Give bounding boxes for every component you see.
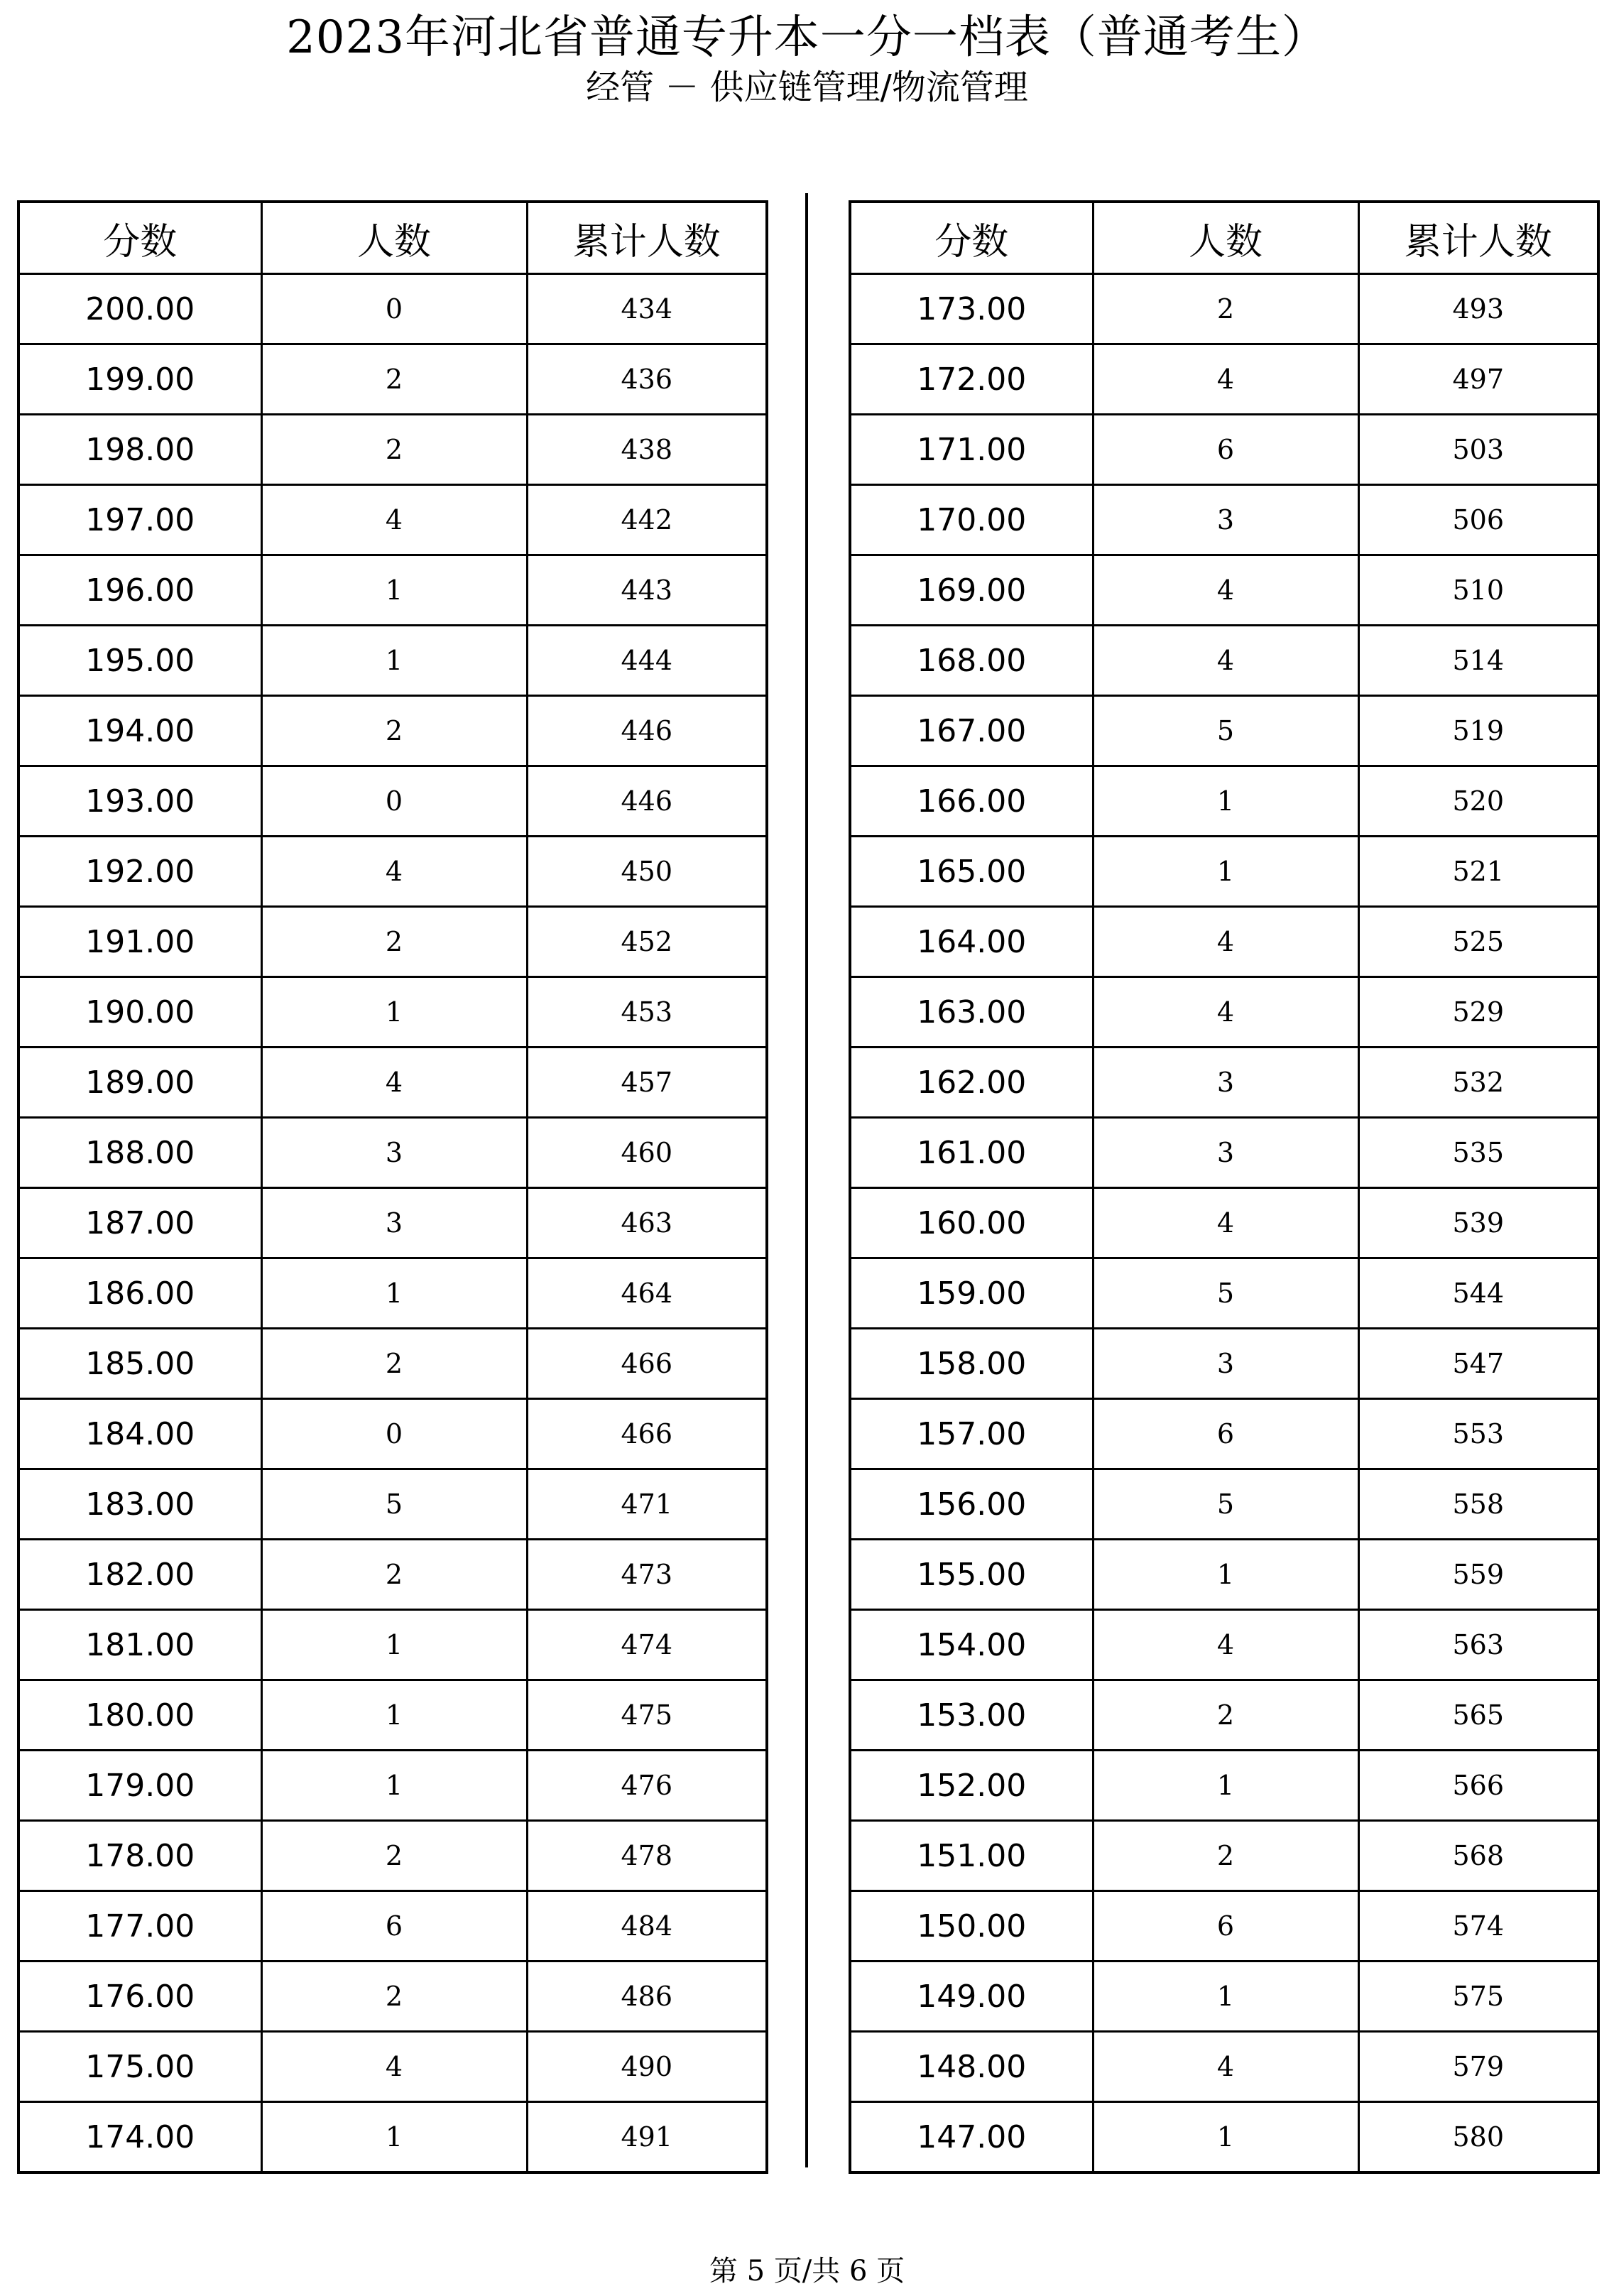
- score-cell: 166.00: [850, 766, 1093, 837]
- header-score: 分数: [18, 202, 261, 274]
- cumulative-cell: 476: [527, 1751, 767, 1821]
- table-row: [850, 1188, 1598, 1258]
- count-cell: 0: [261, 1399, 527, 1469]
- count-cell: 1: [1093, 1962, 1358, 2032]
- count-cell: 3: [261, 1118, 527, 1188]
- count-cell: 2: [261, 696, 527, 766]
- table-row: [850, 1962, 1598, 2032]
- table-row: [18, 1258, 767, 1329]
- table-row: [18, 1118, 767, 1188]
- cumulative-cell: 539: [1358, 1188, 1598, 1258]
- column-divider: [805, 193, 808, 2167]
- score-cell: 158.00: [850, 1329, 1093, 1399]
- score-cell: 151.00: [850, 1821, 1093, 1891]
- cumulative-cell: 484: [527, 1891, 767, 1962]
- cumulative-cell: 503: [1358, 415, 1598, 485]
- score-cell: 184.00: [18, 1399, 261, 1469]
- count-cell: 0: [261, 766, 527, 837]
- count-cell: 6: [1093, 415, 1358, 485]
- table-row: [850, 485, 1598, 555]
- count-cell: 4: [261, 2032, 527, 2102]
- count-cell: 4: [261, 1048, 527, 1118]
- score-cell: 174.00: [18, 2102, 261, 2173]
- count-cell: 3: [1093, 1329, 1358, 1399]
- score-cell: 147.00: [850, 2102, 1093, 2173]
- table-row: [850, 1891, 1598, 1962]
- table-row: [18, 2102, 767, 2173]
- table-row: [18, 1329, 767, 1399]
- cumulative-cell: 506: [1358, 485, 1598, 555]
- table-header-left: [18, 202, 767, 274]
- table-row: [18, 1891, 767, 1962]
- score-cell: 194.00: [18, 696, 261, 766]
- count-cell: 2: [261, 415, 527, 485]
- cumulative-cell: 565: [1358, 1680, 1598, 1751]
- table-row: [18, 555, 767, 626]
- header-count: 人数: [1093, 202, 1358, 274]
- table-row: [18, 837, 767, 907]
- table-row: [850, 1118, 1598, 1188]
- score-table-right: [849, 200, 1600, 2174]
- table-row: [18, 2032, 767, 2102]
- table-row: [850, 1469, 1598, 1540]
- table-header-right: [850, 202, 1598, 274]
- count-cell: 4: [1093, 1188, 1358, 1258]
- count-cell: 6: [1093, 1891, 1358, 1962]
- table-row: [18, 1821, 767, 1891]
- table-row: [18, 274, 767, 344]
- cumulative-cell: 553: [1358, 1399, 1598, 1469]
- table-row: [850, 2032, 1598, 2102]
- cumulative-cell: 444: [527, 626, 767, 696]
- cumulative-cell: 568: [1358, 1821, 1598, 1891]
- score-cell: 168.00: [850, 626, 1093, 696]
- table-row: [850, 344, 1598, 415]
- score-cell: 162.00: [850, 1048, 1093, 1118]
- count-cell: 1: [261, 1610, 527, 1680]
- table-row: [850, 555, 1598, 626]
- cumulative-cell: 452: [527, 907, 767, 977]
- score-cell: 175.00: [18, 2032, 261, 2102]
- cumulative-cell: 473: [527, 1540, 767, 1610]
- count-cell: 4: [1093, 907, 1358, 977]
- count-cell: 0: [261, 274, 527, 344]
- count-cell: 1: [1093, 766, 1358, 837]
- score-cell: 182.00: [18, 1540, 261, 1610]
- count-cell: 1: [261, 2102, 527, 2173]
- cumulative-cell: 450: [527, 837, 767, 907]
- cumulative-cell: 436: [527, 344, 767, 415]
- cumulative-cell: 493: [1358, 274, 1598, 344]
- table-row: [18, 977, 767, 1048]
- table-row: [850, 1329, 1598, 1399]
- header-cumulative: 累计人数: [1358, 202, 1598, 274]
- count-cell: 2: [261, 1821, 527, 1891]
- count-cell: 1: [1093, 837, 1358, 907]
- table-row: [18, 344, 767, 415]
- score-cell: 179.00: [18, 1751, 261, 1821]
- table-body-left: [18, 274, 767, 2173]
- count-cell: 2: [261, 1962, 527, 2032]
- table-row: [18, 1610, 767, 1680]
- count-cell: 5: [1093, 1469, 1358, 1540]
- cumulative-cell: 486: [527, 1962, 767, 2032]
- count-cell: 1: [1093, 2102, 1358, 2173]
- score-cell: 196.00: [18, 555, 261, 626]
- score-cell: 161.00: [850, 1118, 1093, 1188]
- count-cell: 2: [261, 1329, 527, 1399]
- page-number: 第 5 页/共 6 页: [709, 2255, 905, 2287]
- table-row: [850, 766, 1598, 837]
- table-row: [850, 274, 1598, 344]
- table-row: [18, 1188, 767, 1258]
- count-cell: 1: [261, 1680, 527, 1751]
- table-body-right: [850, 274, 1598, 2173]
- score-cell: 183.00: [18, 1469, 261, 1540]
- cumulative-cell: 446: [527, 766, 767, 837]
- score-cell: 192.00: [18, 837, 261, 907]
- table-row: [850, 415, 1598, 485]
- count-cell: 1: [261, 977, 527, 1048]
- cumulative-cell: 442: [527, 485, 767, 555]
- count-cell: 1: [1093, 1540, 1358, 1610]
- table-row: [18, 1680, 767, 1751]
- cumulative-cell: 464: [527, 1258, 767, 1329]
- table-row: [18, 1751, 767, 1821]
- cumulative-cell: 575: [1358, 1962, 1598, 2032]
- count-cell: 2: [1093, 274, 1358, 344]
- count-cell: 4: [1093, 344, 1358, 415]
- score-cell: 178.00: [18, 1821, 261, 1891]
- count-cell: 6: [1093, 1399, 1358, 1469]
- table-row: [850, 696, 1598, 766]
- count-cell: 2: [1093, 1821, 1358, 1891]
- score-cell: 189.00: [18, 1048, 261, 1118]
- table-row: [850, 837, 1598, 907]
- cumulative-cell: 558: [1358, 1469, 1598, 1540]
- cumulative-cell: 463: [527, 1188, 767, 1258]
- table-row: [850, 977, 1598, 1048]
- count-cell: 1: [261, 1751, 527, 1821]
- cumulative-cell: 443: [527, 555, 767, 626]
- table-row: [18, 1469, 767, 1540]
- score-cell: 200.00: [18, 274, 261, 344]
- count-cell: 1: [261, 626, 527, 696]
- table-row: [18, 1540, 767, 1610]
- cumulative-cell: 474: [527, 1610, 767, 1680]
- score-cell: 171.00: [850, 415, 1093, 485]
- table-row: [850, 1821, 1598, 1891]
- cumulative-cell: 457: [527, 1048, 767, 1118]
- cumulative-cell: 490: [527, 2032, 767, 2102]
- count-cell: 4: [261, 485, 527, 555]
- cumulative-cell: 520: [1358, 766, 1598, 837]
- count-cell: 3: [1093, 1118, 1358, 1188]
- score-cell: 156.00: [850, 1469, 1093, 1540]
- score-cell: 193.00: [18, 766, 261, 837]
- score-cell: 170.00: [850, 485, 1093, 555]
- count-cell: 5: [1093, 696, 1358, 766]
- score-cell: 159.00: [850, 1258, 1093, 1329]
- table-row: [850, 1399, 1598, 1469]
- score-cell: 164.00: [850, 907, 1093, 977]
- score-cell: 197.00: [18, 485, 261, 555]
- count-cell: 2: [261, 1540, 527, 1610]
- table-row: [850, 2102, 1598, 2173]
- table-row: [850, 1680, 1598, 1751]
- header-count: 人数: [261, 202, 527, 274]
- header-cumulative: 累计人数: [527, 202, 767, 274]
- table-row: [850, 626, 1598, 696]
- table-row: [850, 1610, 1598, 1680]
- cumulative-cell: 525: [1358, 907, 1598, 977]
- page-subtitle: 经管 － 供应链管理/物流管理: [586, 67, 1028, 107]
- count-cell: 4: [1093, 626, 1358, 696]
- score-cell: 152.00: [850, 1751, 1093, 1821]
- table-row: [850, 1540, 1598, 1610]
- score-cell: 195.00: [18, 626, 261, 696]
- cumulative-cell: 460: [527, 1118, 767, 1188]
- table-row: [18, 485, 767, 555]
- table-row: [18, 626, 767, 696]
- cumulative-cell: 491: [527, 2102, 767, 2173]
- score-cell: 199.00: [18, 344, 261, 415]
- cumulative-cell: 438: [527, 415, 767, 485]
- cumulative-cell: 535: [1358, 1118, 1598, 1188]
- score-cell: 191.00: [18, 907, 261, 977]
- cumulative-cell: 466: [527, 1329, 767, 1399]
- score-cell: 154.00: [850, 1610, 1093, 1680]
- score-table-left: [17, 200, 768, 2174]
- cumulative-cell: 475: [527, 1680, 767, 1751]
- cumulative-cell: 563: [1358, 1610, 1598, 1680]
- count-cell: 3: [1093, 1048, 1358, 1118]
- score-cell: 149.00: [850, 1962, 1093, 2032]
- score-cell: 177.00: [18, 1891, 261, 1962]
- cumulative-cell: 580: [1358, 2102, 1598, 2173]
- score-cell: 160.00: [850, 1188, 1093, 1258]
- count-cell: 5: [1093, 1258, 1358, 1329]
- score-cell: 198.00: [18, 415, 261, 485]
- cumulative-cell: 497: [1358, 344, 1598, 415]
- score-cell: 163.00: [850, 977, 1093, 1048]
- cumulative-cell: 574: [1358, 1891, 1598, 1962]
- cumulative-cell: 521: [1358, 837, 1598, 907]
- count-cell: 1: [261, 555, 527, 626]
- score-cell: 190.00: [18, 977, 261, 1048]
- table-row: [18, 1399, 767, 1469]
- score-cell: 186.00: [18, 1258, 261, 1329]
- count-cell: 2: [1093, 1680, 1358, 1751]
- count-cell: 5: [261, 1469, 527, 1540]
- count-cell: 4: [1093, 555, 1358, 626]
- score-cell: 155.00: [850, 1540, 1093, 1610]
- table-row: [18, 766, 767, 837]
- score-cell: 187.00: [18, 1188, 261, 1258]
- header-score: 分数: [850, 202, 1093, 274]
- score-cell: 150.00: [850, 1891, 1093, 1962]
- table-row: [18, 1048, 767, 1118]
- cumulative-cell: 547: [1358, 1329, 1598, 1399]
- cumulative-cell: 519: [1358, 696, 1598, 766]
- cumulative-cell: 532: [1358, 1048, 1598, 1118]
- table-row: [850, 907, 1598, 977]
- count-cell: 4: [261, 837, 527, 907]
- cumulative-cell: 529: [1358, 977, 1598, 1048]
- cumulative-cell: 466: [527, 1399, 767, 1469]
- score-cell: 185.00: [18, 1329, 261, 1399]
- count-cell: 4: [1093, 1610, 1358, 1680]
- table-row: [18, 696, 767, 766]
- score-cell: 153.00: [850, 1680, 1093, 1751]
- cumulative-cell: 446: [527, 696, 767, 766]
- count-cell: 3: [1093, 485, 1358, 555]
- cumulative-cell: 510: [1358, 555, 1598, 626]
- cumulative-cell: 544: [1358, 1258, 1598, 1329]
- cumulative-cell: 478: [527, 1821, 767, 1891]
- count-cell: 4: [1093, 977, 1358, 1048]
- count-cell: 1: [1093, 1751, 1358, 1821]
- table-row: [18, 907, 767, 977]
- score-cell: 188.00: [18, 1118, 261, 1188]
- score-cell: 181.00: [18, 1610, 261, 1680]
- table-row: [850, 1258, 1598, 1329]
- count-cell: 3: [261, 1188, 527, 1258]
- cumulative-cell: 514: [1358, 626, 1598, 696]
- cumulative-cell: 434: [527, 274, 767, 344]
- score-cell: 157.00: [850, 1399, 1093, 1469]
- page-title: 2023年河北省普通专升本一分一档表（普通考生）: [286, 11, 1328, 64]
- count-cell: 4: [1093, 2032, 1358, 2102]
- score-cell: 172.00: [850, 344, 1093, 415]
- score-cell: 180.00: [18, 1680, 261, 1751]
- score-cell: 173.00: [850, 274, 1093, 344]
- cumulative-cell: 566: [1358, 1751, 1598, 1821]
- score-cell: 176.00: [18, 1962, 261, 2032]
- count-cell: 6: [261, 1891, 527, 1962]
- cumulative-cell: 579: [1358, 2032, 1598, 2102]
- table-row: [850, 1048, 1598, 1118]
- score-cell: 165.00: [850, 837, 1093, 907]
- count-cell: 2: [261, 907, 527, 977]
- table-row: [850, 1751, 1598, 1821]
- count-cell: 1: [261, 1258, 527, 1329]
- table-row: [18, 1962, 767, 2032]
- score-cell: 167.00: [850, 696, 1093, 766]
- cumulative-cell: 453: [527, 977, 767, 1048]
- cumulative-cell: 471: [527, 1469, 767, 1540]
- score-cell: 148.00: [850, 2032, 1093, 2102]
- score-cell: 169.00: [850, 555, 1093, 626]
- count-cell: 2: [261, 344, 527, 415]
- cumulative-cell: 559: [1358, 1540, 1598, 1610]
- table-row: [18, 415, 767, 485]
